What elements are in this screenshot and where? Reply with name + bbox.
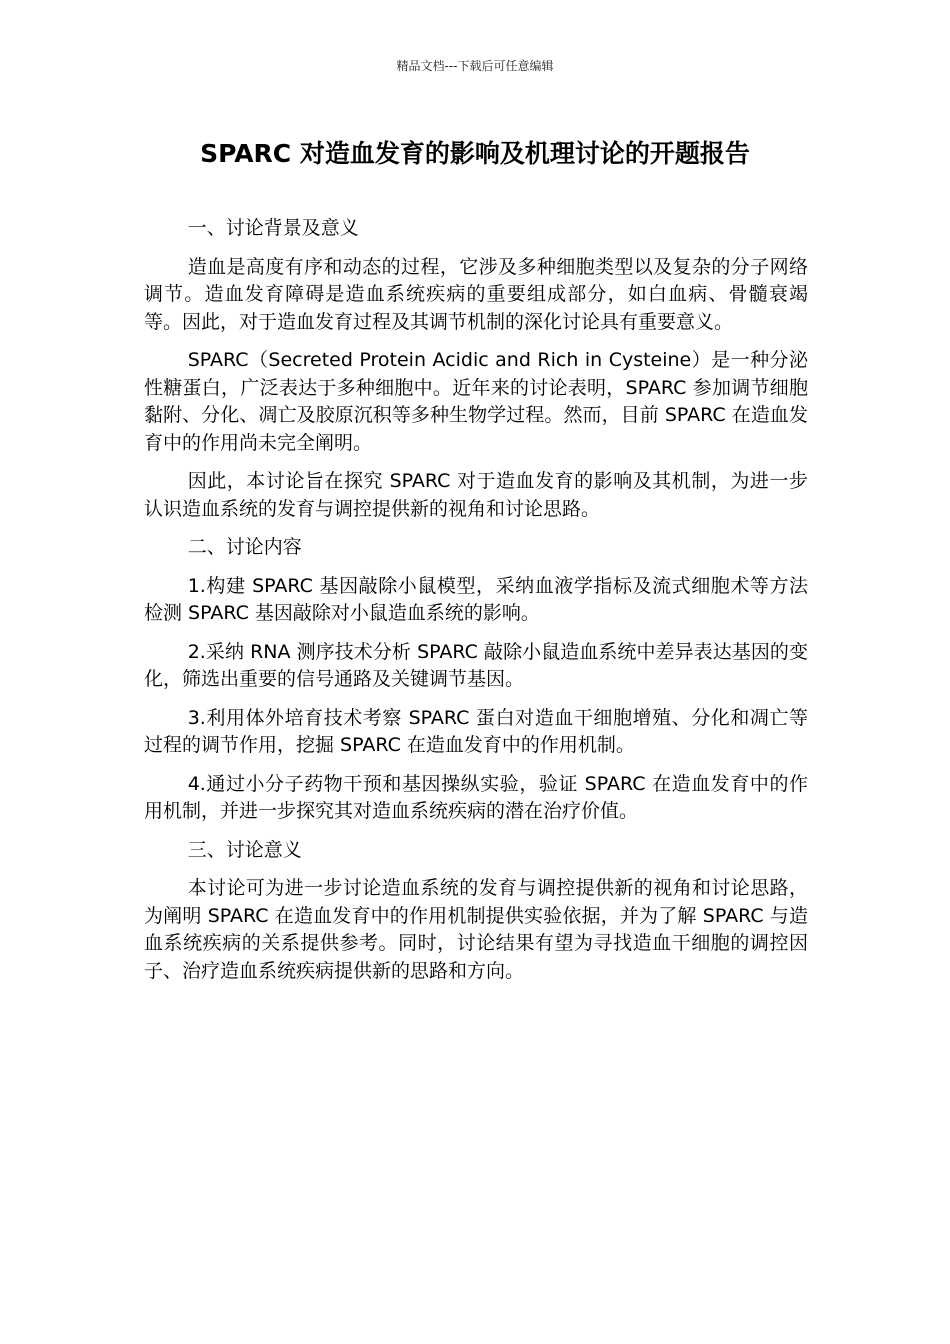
- section-background: [144, 215, 808, 523]
- document-body: [144, 215, 808, 996]
- section-content: [144, 534, 808, 826]
- section-heading: 一、讨论背景及意义: [187, 217, 359, 239]
- list-item: 4.通过小分子药物干预和基因操纵实验，验证 SPARC 在造血发育中的作用机制，并进一步探究其对造血系统疾病的潜在治疗价值。: [144, 772, 808, 822]
- list-item: 1.构建 SPARC 基因敲除小鼠模型，采纳血液学指标及流式细胞术等方法检测 SPARC 基因敲除对小鼠造血系统的影响。: [144, 574, 808, 624]
- document-title: SPARC 对造血发育的影响及机理讨论的开题报告: [200, 139, 750, 168]
- paragraph: 本讨论可为进一步讨论造血系统的发育与调控提供新的视角和讨论思路，为阐明 SPARC 在造血发育中的作用机制提供实验依据，并为了解 SPARC 与造血系统疾病的关系提供参考。同时，讨论结果有望为寻找造血干细胞的调控因子、治疗造血系统疾病提供新的思路和方向。: [144, 877, 808, 982]
- paragraph: 因此，本讨论旨在探究 SPARC 对于造血发育的影响及其机制，为进一步认识造血系统的发育与调控提供新的视角和讨论思路。: [144, 470, 808, 520]
- page-header-watermark: 精品文档---下载后可任意编辑: [396, 59, 554, 73]
- paragraph: 造血是高度有序和动态的过程，它涉及多种细胞类型以及复杂的分子网络调节。造血发育障碍是造血系统疾病的重要组成部分，如白血病、骨髓衰竭等。因此，对于造血发育过程及其调节机制的深化讨论具有重要意义。: [144, 255, 808, 333]
- list-item: 2.采纳 RNA 测序技术分析 SPARC 敲除小鼠造血系统中差异表达基因的变化，筛选出重要的信号通路及关键调节基因。: [144, 640, 808, 690]
- section-significance: [144, 837, 808, 986]
- paragraph: SPARC（Secreted Protein Acidic and Rich in Cysteine）是一种分泌性糖蛋白，广泛表达于多种细胞中。近年来的讨论表明，SPARC 参加调节细胞黏附、分化、凋亡及胶原沉积等多种生物学过程。然而，目前 SPARC 在造血发育中的作用尚未完全阐明。: [144, 349, 808, 454]
- section-heading: 二、讨论内容: [187, 536, 302, 558]
- section-heading: 三、讨论意义: [187, 838, 302, 861]
- list-item: 3.利用体外培育技术考察 SPARC 蛋白对造血干细胞增殖、分化和凋亡等过程的调节作用，挖掘 SPARC 在造血发育中的作用机制。: [144, 706, 808, 756]
